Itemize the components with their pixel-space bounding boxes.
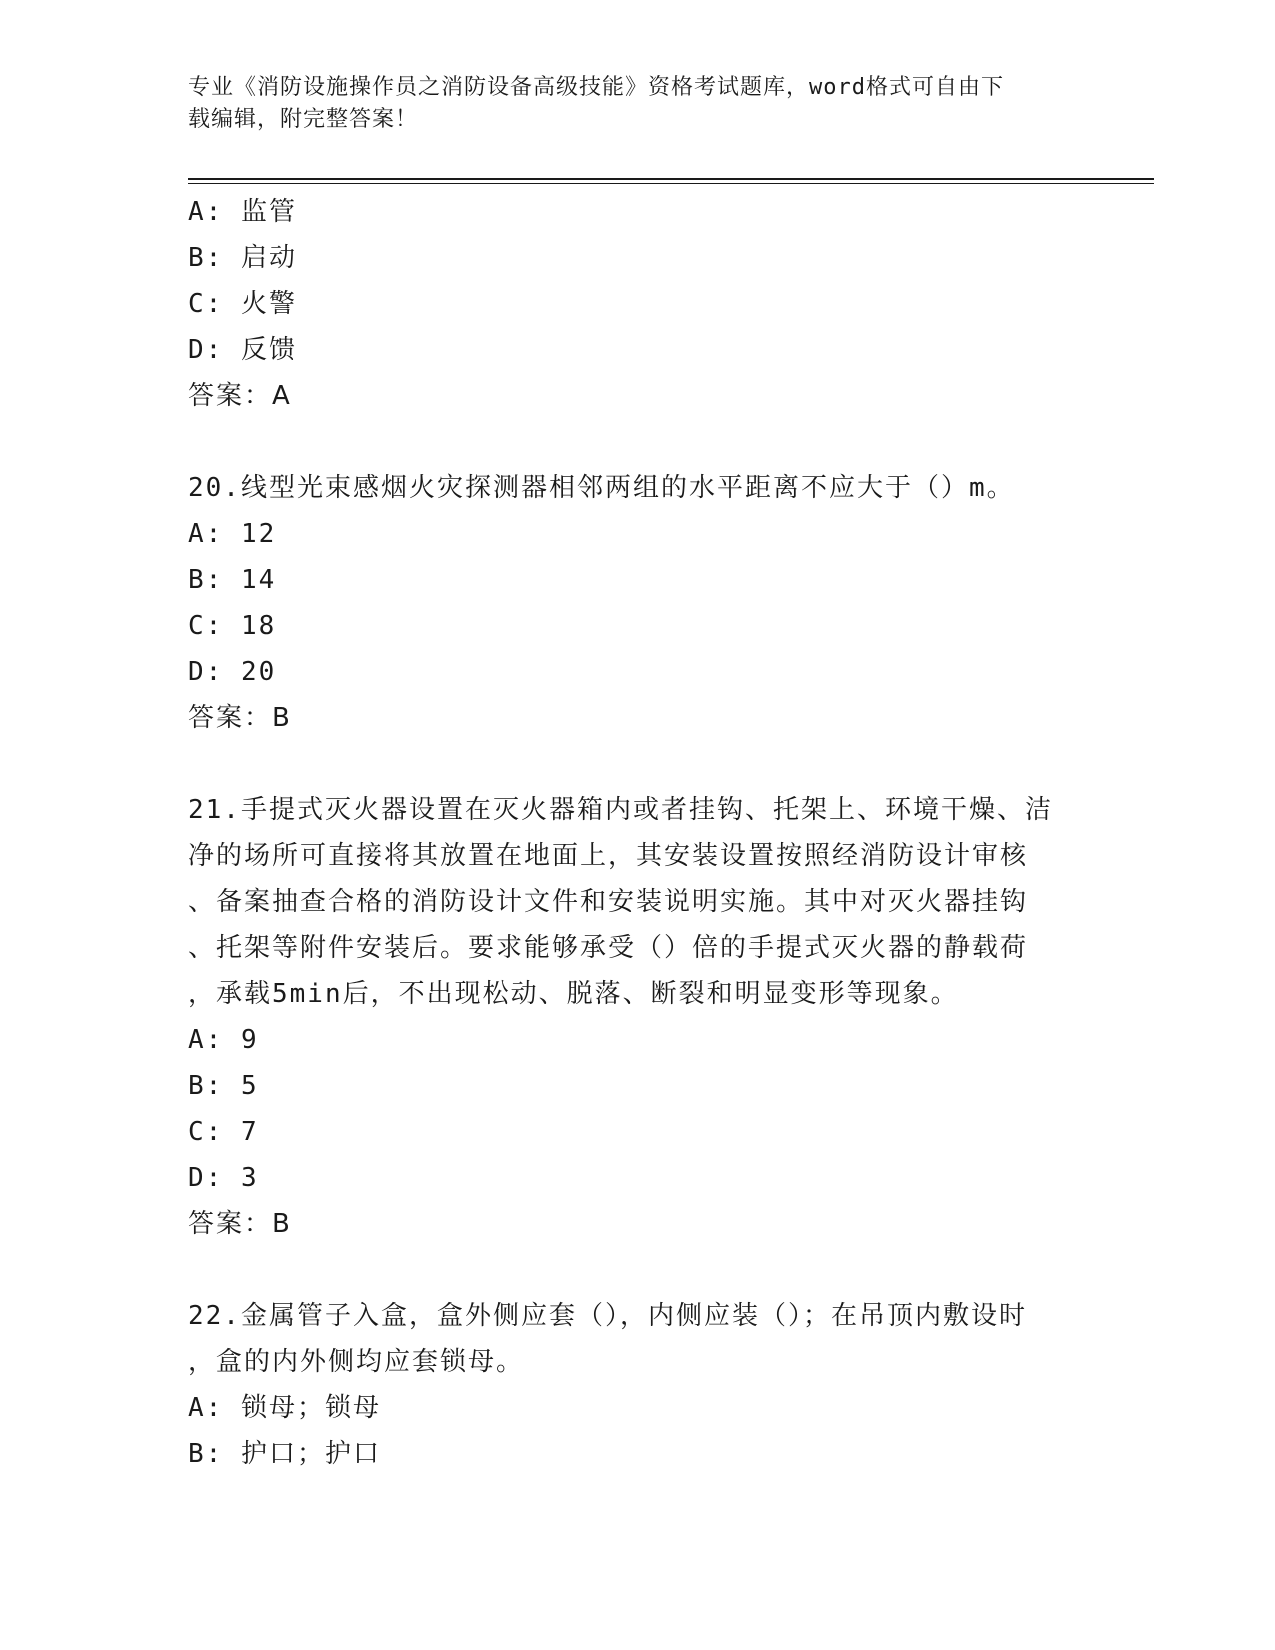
question-21-text-line-3: 、备案抽查合格的消防设计文件和安装说明实施。其中对灭火器挂钩 — [188, 887, 1029, 917]
header-line-2: 载编辑，附完整答案！ — [188, 107, 419, 132]
answer-line: 答案：A — [188, 381, 292, 411]
question-20-text: 20.线型光束感烟火灾探测器相邻两组的水平距离不应大于（）m。 — [188, 473, 1015, 503]
header-line-1: 专业《消防设施操作员之消防设备高级技能》资格考试题库，word格式可自由下 — [188, 75, 1004, 100]
spacer — [188, 741, 1088, 787]
question-22-text-line-1: 22.金属管子入盒，盒外侧应套（），内侧应装（）；在吊顶内敷设时 — [188, 1301, 1027, 1331]
question-22-text-line-2: ，盒的内外侧均应套锁母。 — [188, 1347, 525, 1377]
option-d: D: 3 — [188, 1163, 259, 1193]
option-d: D: 反馈 — [188, 335, 297, 365]
answer-line: 答案：B — [188, 1209, 292, 1239]
option-a: A: 9 — [188, 1025, 259, 1055]
question-19-block — [188, 189, 1088, 419]
option-b: B: 14 — [188, 565, 277, 595]
option-c: C: 7 — [188, 1117, 259, 1147]
question-21-text-line-1: 21.手提式灭火器设置在灭火器箱内或者挂钩、托架上、环境干燥、洁 — [188, 795, 1053, 825]
option-c: C: 18 — [188, 611, 277, 641]
header-divider-thick — [188, 178, 1154, 180]
question-20-block — [188, 465, 1088, 741]
option-c: C: 火警 — [188, 289, 297, 319]
option-a: A: 12 — [188, 519, 277, 549]
question-list — [188, 189, 1088, 1477]
option-a: A: 监管 — [188, 197, 297, 227]
question-21-text-line-5: ，承载5min后，不出现松动、脱落、断裂和明显变形等现象。 — [188, 979, 959, 1009]
option-d: D: 20 — [188, 657, 277, 687]
question-21-text-line-4: 、托架等附件安装后。要求能够承受（）倍的手提式灭火器的静载荷 — [188, 933, 1029, 963]
answer-line: 答案：B — [188, 703, 292, 733]
question-22-block — [188, 1293, 1088, 1477]
question-21-block — [188, 787, 1088, 1247]
question-21-text-line-2: 净的场所可直接将其放置在地面上，其安装设置按照经消防设计审核 — [188, 841, 1029, 871]
document-header — [188, 72, 1088, 136]
spacer — [188, 1247, 1088, 1293]
option-b: B: 5 — [188, 1071, 259, 1101]
option-b: B: 启动 — [188, 243, 297, 273]
option-b: B: 护口；护口 — [188, 1439, 381, 1469]
option-a: A: 锁母；锁母 — [188, 1393, 381, 1423]
header-divider-thin — [188, 183, 1154, 184]
spacer — [188, 419, 1088, 465]
